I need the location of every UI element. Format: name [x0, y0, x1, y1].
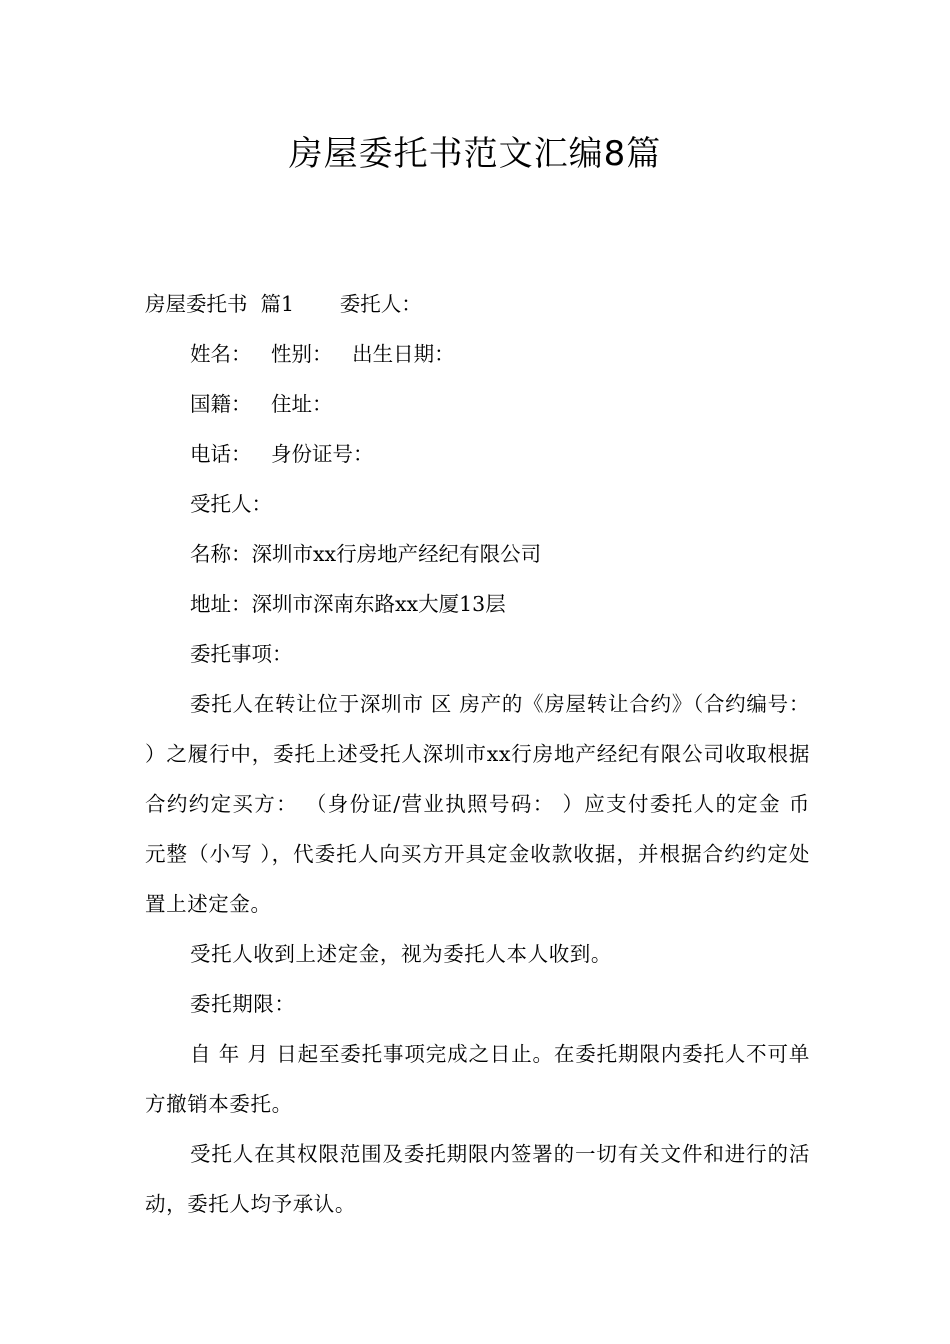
section-heading-line: 房屋委托书 篇1 委托人： — [145, 292, 422, 316]
term-heading: 委托期限： — [190, 992, 296, 1016]
entrusted-matters-heading: 委托事项： — [190, 642, 293, 666]
principal-phone-line: 电话： 身份证号： — [190, 442, 374, 466]
agent-name-line: 名称：深圳市xx行房地产经纪有限公司 — [190, 542, 542, 566]
agent-heading-line: 受托人： — [190, 492, 272, 516]
term-paragraph: 自 年 月 日起至委托事项完成之日止。在委托期限内委托人不可单方撤销本委托。 — [145, 1042, 810, 1116]
acknowledgement-paragraph: 受托人在其权限范围及委托期限内签署的一切有关文件和进行的活动，委托人均予承认。 — [145, 1142, 810, 1216]
agent-address-line: 地址：深圳市深南东路xx大厦13层 — [190, 592, 506, 616]
receipt-paragraph: 受托人收到上述定金，视为委托人本人收到。 — [190, 942, 612, 966]
entrusted-matters-paragraph: 委托人在转让位于深圳市 区 房产的《房屋转让合约》（合约编号： ）之履行中，委托上述受托人深圳市xx行房地产经纪有限公司收取根据合约约定买方： （身份证/营业执照号码： ）应支付委托人的定金 币 元整（小写 ），代委托人向买方开具定金收款收据，并根据合约约定处置上述定金。 — [145, 692, 810, 916]
document-title: 房屋委托书范文汇编8篇 — [288, 134, 662, 174]
document-body — [145, 279, 810, 1229]
principal-nationality-line: 国籍： 住址： — [190, 392, 333, 416]
principal-name-line: 姓名： 性别： 出生日期： — [190, 342, 455, 366]
